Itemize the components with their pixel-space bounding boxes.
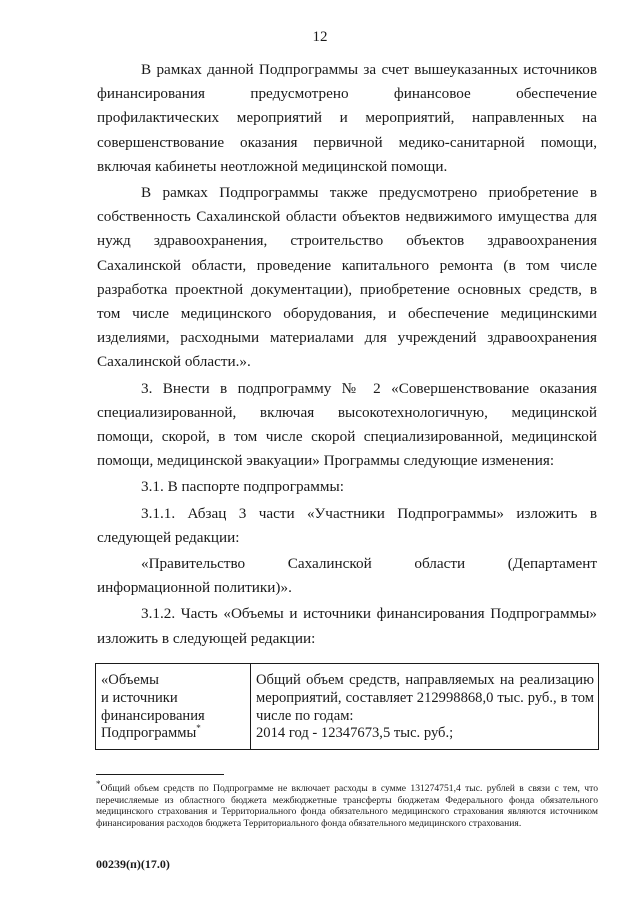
paragraph: В рамках данной Подпрограммы за счет вышеуказанных источников финансирования предусмотрено финансовое обеспечение профилактических мероприятий и мероприятий, направленных на совершенствование оказания первичной медико-санитарной помощи, включая кабинеты неотложной медицинской помощи.: [97, 61, 597, 175]
footnote-divider: [96, 774, 224, 775]
label-line: и источники: [101, 689, 178, 706]
footnote-text: Общий объем средств по Подпрограмме не включает расходы в сумме 131274751,4 тыс. рублей в связи с тем, что перечисляемые из областного бюджета межбюджетные трансферты бюджетам Федерального фонда обязательного медицинского страхования и Территориального фонда обязательного медицинского страхования являются источником финансирования расходов бюджета Территориального фонда обязательного медицинского страхования.: [96, 783, 598, 829]
label-line: «Объемы: [101, 672, 159, 688]
financing-table: [95, 663, 599, 750]
footnote-marker: *: [96, 778, 101, 789]
label-line: [101, 725, 246, 743]
body-text: [97, 58, 597, 651]
footnote-marker: *: [196, 723, 201, 734]
paragraph: В рамках Подпрограммы также предусмотрено приобретение в собственность Сахалинской области объектов недвижимого имущества для нужд здравоохранения, строительство объектов здравоохранения Сахалинской области, проведение капитального ремонта (в том числе разработка проектной документации), приобретение основных средств, в том числе медицинского оборудования, и обеспечение медицинскими изделиями, расходными материалами для учреждений здравоохранения Сахалинской области.».: [97, 184, 597, 371]
label-line: финансирования: [101, 707, 205, 724]
label-text: Подпрограммы: [101, 725, 197, 742]
paragraph: 3. Внести в подпрограмму № 2 «Совершенствование оказания специализированной, включая высокотехнологичную, медицинской помощи, скорой, в том числе скорой специализированной, медицинской помощи, медицинской эвакуации» Программы следующие изменения:: [97, 379, 597, 470]
paragraph: 3.1. В паспорте подпрограммы:: [141, 478, 344, 496]
document-code: 00239(п)(17.0): [96, 857, 170, 871]
table-cell-value: [251, 664, 599, 750]
paragraph: 3.1.2. Часть «Объемы и источники финансирования Подпрограммы» изложить в следующей редакции:: [97, 605, 597, 647]
value-line: 2014 год - 12347673,5 тыс. руб.;: [256, 725, 454, 742]
page-number: 12: [312, 29, 328, 45]
table-row: [96, 664, 599, 750]
paragraph: 3.1.1. Абзац 3 части «Участники Подпрограммы» изложить в следующей редакции:: [97, 504, 597, 546]
footnote: [96, 778, 598, 829]
table-cell-label: [96, 664, 251, 750]
paragraph: «Правительство Сахалинской области (Департамент информационной политики)».: [97, 555, 597, 597]
value-line: Общий объем средств, направляемых на реализацию мероприятий, составляет 212998868,0 тыс. руб., в том числе по годам:: [256, 672, 594, 724]
